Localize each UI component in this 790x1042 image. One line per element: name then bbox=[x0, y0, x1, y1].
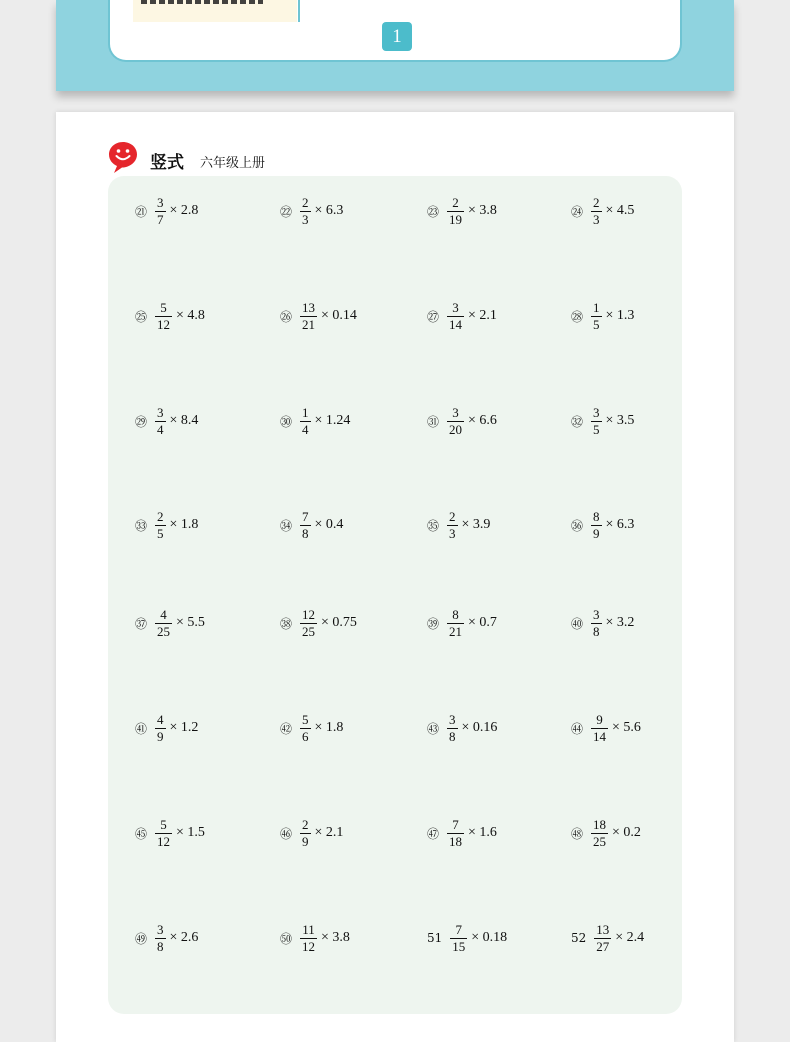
problem-number: ㉗ bbox=[427, 309, 440, 324]
fraction-numerator: 7 bbox=[452, 816, 459, 832]
problem-number: ㊷ bbox=[280, 721, 293, 736]
fraction-denominator: 15 bbox=[452, 938, 466, 954]
multiplier: × 2.6 bbox=[169, 930, 199, 945]
grade-label: 六年级上册 bbox=[200, 156, 266, 171]
multiplier: × 2.4 bbox=[615, 930, 645, 945]
fraction-denominator: 3 bbox=[302, 211, 309, 227]
problem-number: ㊻ bbox=[280, 826, 293, 841]
fraction-numerator: 5 bbox=[160, 816, 167, 832]
problem-item bbox=[427, 921, 507, 955]
fraction-denominator: 27 bbox=[596, 938, 610, 954]
fraction-numerator: 7 bbox=[302, 508, 309, 524]
problem-number: ㊹ bbox=[571, 721, 584, 736]
problem-number: ㉑ bbox=[135, 204, 148, 219]
fraction bbox=[447, 818, 464, 849]
problem-item bbox=[571, 404, 634, 438]
fraction-numerator: 2 bbox=[302, 816, 309, 832]
fraction-denominator: 8 bbox=[157, 938, 164, 954]
problem-item bbox=[280, 711, 343, 745]
fraction-denominator: 12 bbox=[302, 938, 316, 954]
fraction bbox=[447, 510, 458, 541]
multiplier: × 1.2 bbox=[169, 720, 199, 735]
fraction bbox=[300, 301, 317, 332]
cropped-text bbox=[141, 0, 263, 4]
fraction-numerator: 3 bbox=[452, 299, 459, 315]
multiplier: × 1.3 bbox=[605, 308, 635, 323]
multiplier: × 0.7 bbox=[468, 615, 497, 630]
fraction-denominator: 4 bbox=[157, 421, 164, 437]
fraction-denominator: 20 bbox=[449, 421, 463, 437]
problem-number: ㊱ bbox=[571, 518, 584, 533]
multiplier: × 6.3 bbox=[314, 203, 344, 218]
fraction-denominator: 9 bbox=[302, 833, 309, 849]
problems-panel bbox=[108, 176, 682, 1014]
fraction-denominator: 14 bbox=[593, 728, 607, 744]
multiplier: × 0.2 bbox=[612, 825, 641, 840]
fraction-denominator: 9 bbox=[157, 728, 164, 744]
fraction bbox=[300, 818, 311, 849]
problem-item bbox=[571, 816, 641, 850]
problem-item bbox=[135, 508, 198, 542]
fraction bbox=[447, 196, 464, 227]
fraction-denominator: 5 bbox=[157, 525, 164, 541]
multiplier: × 4.5 bbox=[605, 203, 635, 218]
problem-item bbox=[280, 921, 350, 955]
problem-number: ㊽ bbox=[571, 826, 584, 841]
problem-number: ㊳ bbox=[280, 616, 293, 631]
fraction bbox=[300, 923, 317, 954]
fraction-numerator: 4 bbox=[160, 606, 167, 622]
problem-number: ㊵ bbox=[571, 616, 584, 631]
fraction-numerator: 5 bbox=[160, 299, 167, 315]
multiplier: × 3.2 bbox=[605, 615, 635, 630]
fraction bbox=[591, 608, 602, 639]
previous-page-note bbox=[133, 0, 297, 22]
fraction-denominator: 18 bbox=[449, 833, 463, 849]
problem-item bbox=[135, 404, 198, 438]
fraction-numerator: 3 bbox=[593, 606, 600, 622]
fraction bbox=[155, 510, 166, 541]
fraction bbox=[447, 608, 464, 639]
fraction bbox=[155, 301, 172, 332]
fraction bbox=[591, 510, 602, 541]
fraction bbox=[447, 301, 464, 332]
problem-number: ㊿ bbox=[280, 931, 293, 946]
fraction-numerator: 3 bbox=[452, 404, 459, 420]
problem-number: ㉖ bbox=[280, 309, 293, 324]
problem-item bbox=[427, 816, 497, 850]
fraction-denominator: 5 bbox=[593, 421, 600, 437]
fraction-numerator: 8 bbox=[452, 606, 459, 622]
fraction bbox=[447, 406, 464, 437]
fraction-denominator: 9 bbox=[593, 525, 600, 541]
problem-item bbox=[135, 606, 205, 640]
divider-line bbox=[298, 0, 300, 22]
multiplier: × 5.5 bbox=[176, 615, 205, 630]
problem-item bbox=[280, 404, 350, 438]
multiplier: × 1.8 bbox=[314, 720, 344, 735]
fraction-denominator: 25 bbox=[157, 623, 171, 639]
problem-item bbox=[427, 404, 497, 438]
problem-item bbox=[571, 299, 634, 333]
fraction bbox=[155, 713, 166, 744]
problem-item bbox=[571, 508, 634, 542]
fraction bbox=[300, 196, 311, 227]
section-title: 竖式 bbox=[150, 153, 184, 173]
fraction-numerator: 18 bbox=[593, 816, 607, 832]
multiplier: × 3.8 bbox=[321, 930, 350, 945]
problem-item bbox=[135, 921, 198, 955]
previous-page-card bbox=[108, 0, 682, 62]
problem-number: 51 bbox=[427, 931, 443, 945]
multiplier: × 4.8 bbox=[176, 308, 205, 323]
fraction-numerator: 2 bbox=[302, 194, 309, 210]
fraction bbox=[450, 923, 467, 954]
multiplier: × 6.3 bbox=[605, 517, 635, 532]
multiplier: × 0.18 bbox=[471, 930, 508, 945]
fraction bbox=[591, 406, 602, 437]
problem-number: ㊶ bbox=[135, 721, 148, 736]
problem-number: 52 bbox=[571, 931, 587, 945]
problem-number: ㊴ bbox=[427, 616, 440, 631]
problem-number: ㉟ bbox=[427, 518, 440, 533]
previous-page-footer bbox=[56, 0, 734, 91]
problem-item bbox=[427, 299, 497, 333]
problem-item bbox=[280, 194, 343, 228]
fraction-denominator: 21 bbox=[302, 316, 316, 332]
fraction-numerator: 12 bbox=[302, 606, 316, 622]
fraction-numerator: 2 bbox=[593, 194, 600, 210]
problem-number: ㉚ bbox=[280, 414, 293, 429]
smiley-speech-bubble-icon bbox=[108, 140, 138, 174]
multiplier: × 1.6 bbox=[468, 825, 497, 840]
fraction-denominator: 7 bbox=[157, 211, 164, 227]
problem-number: ㉔ bbox=[571, 204, 584, 219]
fraction-numerator: 11 bbox=[302, 921, 315, 937]
fraction-numerator: 2 bbox=[452, 194, 459, 210]
fraction-numerator: 8 bbox=[593, 508, 600, 524]
multiplier: × 0.16 bbox=[461, 720, 498, 735]
page-number-badge: 1 bbox=[382, 22, 412, 51]
multiplier: × 2.1 bbox=[314, 825, 344, 840]
multiplier: × 0.4 bbox=[314, 517, 344, 532]
problem-number: ㉒ bbox=[280, 204, 293, 219]
fraction-denominator: 4 bbox=[302, 421, 309, 437]
fraction-denominator: 12 bbox=[157, 833, 171, 849]
problem-number: ㊸ bbox=[427, 721, 440, 736]
problem-number: ㉛ bbox=[427, 414, 440, 429]
problem-item bbox=[135, 299, 205, 333]
problem-item bbox=[427, 711, 497, 745]
problem-number: ㊺ bbox=[135, 826, 148, 841]
fraction-numerator: 3 bbox=[157, 194, 164, 210]
fraction bbox=[155, 818, 172, 849]
fraction-numerator: 4 bbox=[157, 711, 164, 727]
problem-item bbox=[135, 711, 198, 745]
fraction-denominator: 12 bbox=[157, 316, 171, 332]
multiplier: × 2.1 bbox=[468, 308, 497, 323]
multiplier: × 0.14 bbox=[321, 308, 357, 323]
fraction-numerator: 7 bbox=[455, 921, 463, 937]
problem-item bbox=[427, 606, 497, 640]
problem-number: ㉙ bbox=[135, 414, 148, 429]
fraction-numerator: 3 bbox=[449, 711, 456, 727]
multiplier: × 3.5 bbox=[605, 413, 635, 428]
fraction-denominator: 5 bbox=[593, 316, 600, 332]
fraction-numerator: 13 bbox=[596, 921, 610, 937]
problem-item bbox=[280, 299, 357, 333]
fraction-numerator: 3 bbox=[157, 404, 164, 420]
fraction-numerator: 3 bbox=[157, 921, 164, 937]
fraction-numerator: 5 bbox=[302, 711, 309, 727]
problem-number: ㉜ bbox=[571, 414, 584, 429]
problem-item bbox=[427, 508, 490, 542]
problem-number: ㉓ bbox=[427, 204, 440, 219]
worksheet-page bbox=[56, 112, 734, 1042]
problem-number: ㊼ bbox=[427, 826, 440, 841]
fraction-denominator: 3 bbox=[449, 525, 456, 541]
problem-item bbox=[280, 508, 343, 542]
fraction-denominator: 8 bbox=[302, 525, 309, 541]
problem-number: ㉝ bbox=[135, 518, 148, 533]
problem-item bbox=[571, 606, 634, 640]
problem-number: ㉞ bbox=[280, 518, 293, 533]
fraction bbox=[155, 406, 166, 437]
fraction bbox=[155, 608, 172, 639]
multiplier: × 3.8 bbox=[468, 203, 497, 218]
fraction bbox=[591, 301, 602, 332]
fraction bbox=[594, 923, 611, 954]
fraction-denominator: 19 bbox=[449, 211, 463, 227]
fraction-numerator: 2 bbox=[157, 508, 164, 524]
fraction-denominator: 3 bbox=[593, 211, 600, 227]
multiplier: × 1.5 bbox=[176, 825, 205, 840]
fraction-numerator: 3 bbox=[593, 404, 600, 420]
fraction-denominator: 8 bbox=[593, 623, 600, 639]
multiplier: × 6.6 bbox=[468, 413, 497, 428]
fraction-denominator: 6 bbox=[302, 728, 309, 744]
fraction bbox=[300, 406, 311, 437]
problem-item bbox=[280, 606, 357, 640]
problem-item bbox=[135, 194, 198, 228]
fraction-denominator: 14 bbox=[449, 316, 463, 332]
problem-number: ㉘ bbox=[571, 309, 584, 324]
multiplier: × 0.75 bbox=[321, 615, 357, 630]
problem-item bbox=[135, 816, 205, 850]
fraction bbox=[447, 713, 458, 744]
problem-item bbox=[571, 711, 641, 745]
fraction-numerator: 1 bbox=[302, 404, 309, 420]
problem-item bbox=[571, 194, 634, 228]
multiplier: × 8.4 bbox=[169, 413, 199, 428]
multiplier: × 1.24 bbox=[314, 413, 351, 428]
fraction-numerator: 1 bbox=[593, 299, 600, 315]
fraction-denominator: 8 bbox=[449, 728, 456, 744]
fraction-numerator: 2 bbox=[449, 508, 456, 524]
fraction bbox=[300, 608, 317, 639]
multiplier: × 3.9 bbox=[461, 517, 491, 532]
fraction bbox=[300, 713, 311, 744]
fraction bbox=[155, 196, 166, 227]
fraction-numerator: 9 bbox=[596, 711, 603, 727]
fraction bbox=[591, 818, 608, 849]
multiplier: × 5.6 bbox=[612, 720, 641, 735]
fraction-denominator: 25 bbox=[593, 833, 607, 849]
problem-item bbox=[280, 816, 343, 850]
multiplier: × 2.8 bbox=[169, 203, 199, 218]
problem-number: ㊾ bbox=[135, 931, 148, 946]
fraction bbox=[155, 923, 166, 954]
fraction-denominator: 25 bbox=[302, 623, 316, 639]
problem-item bbox=[427, 194, 497, 228]
problem-number: ㊲ bbox=[135, 616, 148, 631]
fraction bbox=[300, 510, 311, 541]
problem-number: ㉕ bbox=[135, 309, 148, 324]
fraction-numerator: 13 bbox=[302, 299, 316, 315]
fraction-denominator: 21 bbox=[449, 623, 463, 639]
fraction bbox=[591, 196, 602, 227]
multiplier: × 1.8 bbox=[169, 517, 199, 532]
problem-item bbox=[571, 921, 644, 955]
fraction bbox=[591, 713, 608, 744]
